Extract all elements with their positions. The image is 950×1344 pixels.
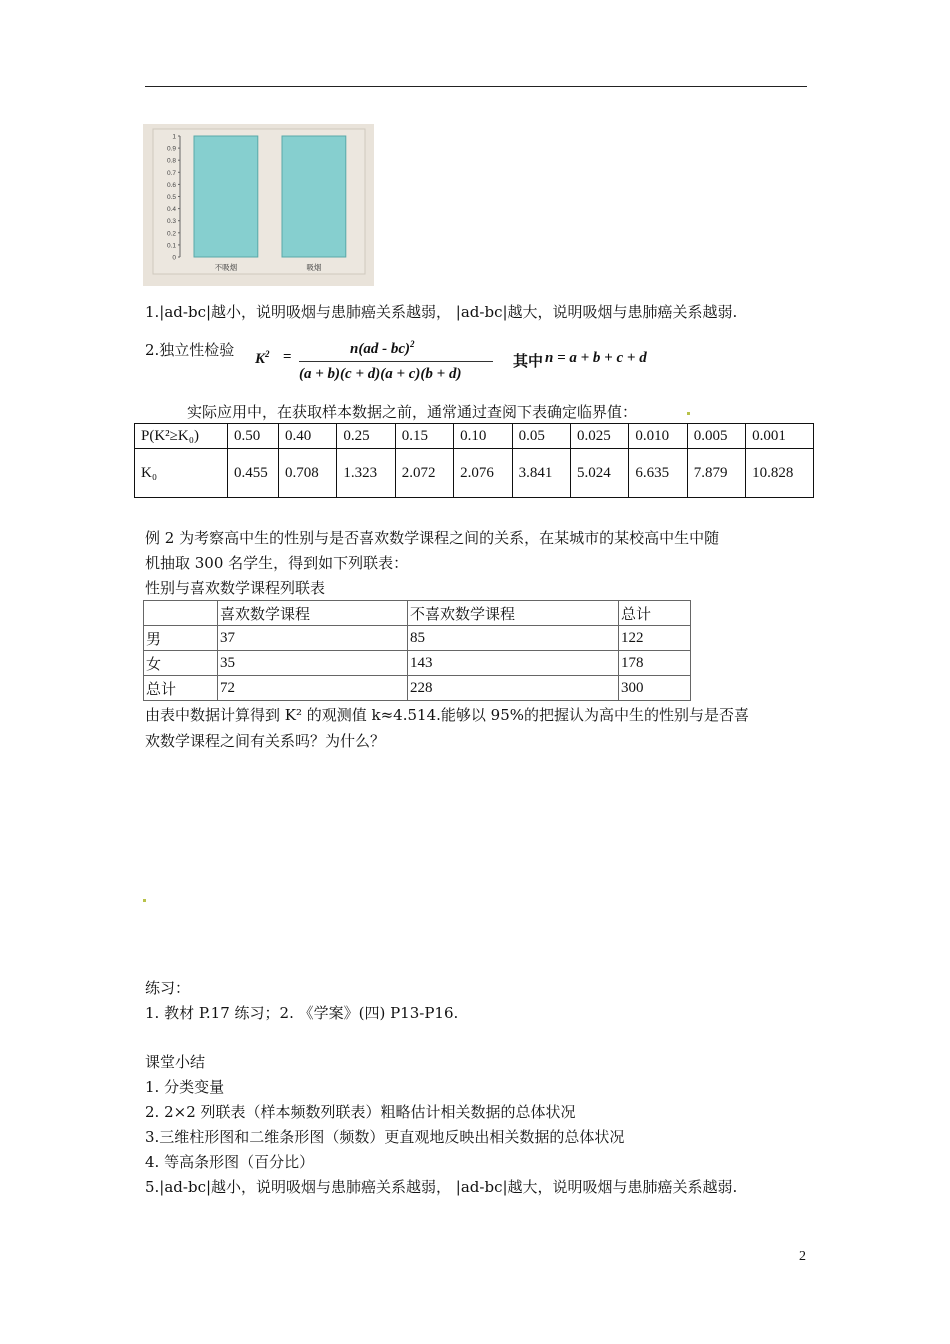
crit-cell: 0.15 [395,424,453,449]
bar [282,136,346,257]
x-category-label: 不吸烟 [214,263,238,272]
crit-cell: 6.635 [629,449,687,498]
y-tick-label: 0.7 [166,169,176,177]
crit-row2-header: K₀ [135,449,228,498]
y-tick-label: 0.3 [166,218,176,226]
example-line-2: 机抽取 300 名学生，得到如下列联表： [145,554,409,572]
practice-text: 实际应用中，在获取样本数据之前，通常通过查阅下表确定临界值： [187,403,638,421]
crit-row1-header: P(K²≥K₀) [135,424,228,449]
formula-where-expr: n = a + b + c + d [545,350,647,366]
ct-cell [144,601,218,626]
crit-cell: 0.25 [337,424,395,449]
formula-num-exp: 2 [410,339,415,349]
crit-cell: 0.455 [228,449,279,498]
section-2-label: 2.独立性检验 [145,341,235,359]
crit-cell: 10.828 [746,449,814,498]
crit-cell: 5.024 [570,449,628,498]
bar-chart [143,124,374,286]
ct-cell: 122 [619,626,691,651]
ct-cell: 85 [408,626,619,651]
crit-cell: 0.010 [629,424,687,449]
y-tick-label: 0 [172,254,176,262]
ct-cell: 37 [218,626,408,651]
ct-cell: 300 [619,676,691,701]
y-tick-label: 0.9 [166,145,176,153]
line-1: 1.|ad-bc|越小，说明吸烟与患肺癌关系越弱， |ad-bc|越大，说明吸烟与患肺癌关系越弱. [145,303,738,321]
summary-item: 5.|ad-bc|越小，说明吸烟与患肺癌关系越弱， |ad-bc|越大，说明吸烟与患肺癌关系越弱. [145,1178,738,1196]
y-tick-label: 0.4 [166,206,176,214]
summary-item: 1. 分类变量 [145,1078,225,1096]
bar [194,136,258,257]
summary-item: 4. 等高条形图（百分比） [145,1153,315,1171]
ct-cell: 35 [218,651,408,676]
ct-cell: 143 [408,651,619,676]
y-tick-label: 0.8 [166,157,176,165]
ct-cell: 总计 [619,601,691,626]
crit-cell: 0.708 [279,449,337,498]
exercise-title: 练习： [145,979,191,997]
y-tick-label: 0.5 [166,194,176,201]
question-line-1: 由表中数据计算得到 K² 的观测值 k≈4.514.能够以 95%的把握认为高中生的性别与是否喜 [145,706,750,724]
crit-cell: 0.40 [279,424,337,449]
ct-cell: 72 [218,676,408,701]
chi-square-formula: $K^2$ = n(ad - bc)$^2$ (a + b)(c + d)(a + c)(b + d) 其中 n = a + b + c + d [255,339,647,382]
question-line-2: 欢数学课程之间有关系吗？为什么？ [145,732,386,750]
crit-cell: 2.072 [395,449,453,498]
crit-cell: 1.323 [337,449,395,498]
crit-cell: 0.025 [570,424,628,449]
y-tick-label: 0.1 [166,242,176,250]
ct-cell: 女 [144,651,218,676]
exercise-line: 1. 教材 P.17 练习；2. 《学案》(四) P13-P16. [145,1004,459,1022]
ct-cell: 喜欢数学课程 [218,601,408,626]
crit-cell: 3.841 [512,449,570,498]
contingency-table [143,600,691,701]
ct-cell: 178 [619,651,691,676]
crit-cell: 7.879 [687,449,745,498]
formula-denominator: (a + b)(c + d)(a + c)(b + d) [299,366,462,382]
y-tick-label: 0.2 [166,230,176,238]
y-tick-label: 1 [172,133,176,141]
y-tick-label: 0.6 [166,181,176,189]
crit-cell: 0.10 [454,424,512,449]
header-rule [145,86,807,87]
formula-numerator: n(ad - bc) [350,341,410,357]
crit-cell: 0.001 [746,424,814,449]
crit-cell: 2.076 [454,449,512,498]
bar-chart-image [143,124,374,286]
crit-cell: 0.05 [512,424,570,449]
ct-cell: 总计 [144,676,218,701]
summary-item: 2. 2×2 列联表（样本频数列联表）粗略估计相关数据的总体状况 [145,1103,576,1121]
formula-where-label: 其中 [513,352,544,370]
formula-lhs: K [255,351,266,367]
fraction-bar [299,361,493,362]
page-number: 2 [799,1249,806,1264]
formula-lhs-exp: 2 [265,349,270,359]
stray-mark [687,412,690,415]
crit-cell: 0.005 [687,424,745,449]
ct-cell: 男 [144,626,218,651]
crit-cell: 0.50 [228,424,279,449]
summary-title: 课堂小结 [145,1053,206,1071]
example-line-1: 例 2 为考察高中生的性别与是否喜欢数学课程之间的关系，在某城市的某校高中生中随 [145,529,720,547]
critical-value-table [134,423,814,498]
ct-cell: 不喜欢数学课程 [408,601,619,626]
x-category-label: 吸烟 [306,263,322,272]
summary-item: 3.三维柱形图和二维条形图（频数）更直观地反映出相关数据的总体状况 [145,1128,625,1146]
stray-mark [143,899,146,902]
table-title: 性别与喜欢数学课程列联表 [145,579,326,597]
ct-cell: 228 [408,676,619,701]
